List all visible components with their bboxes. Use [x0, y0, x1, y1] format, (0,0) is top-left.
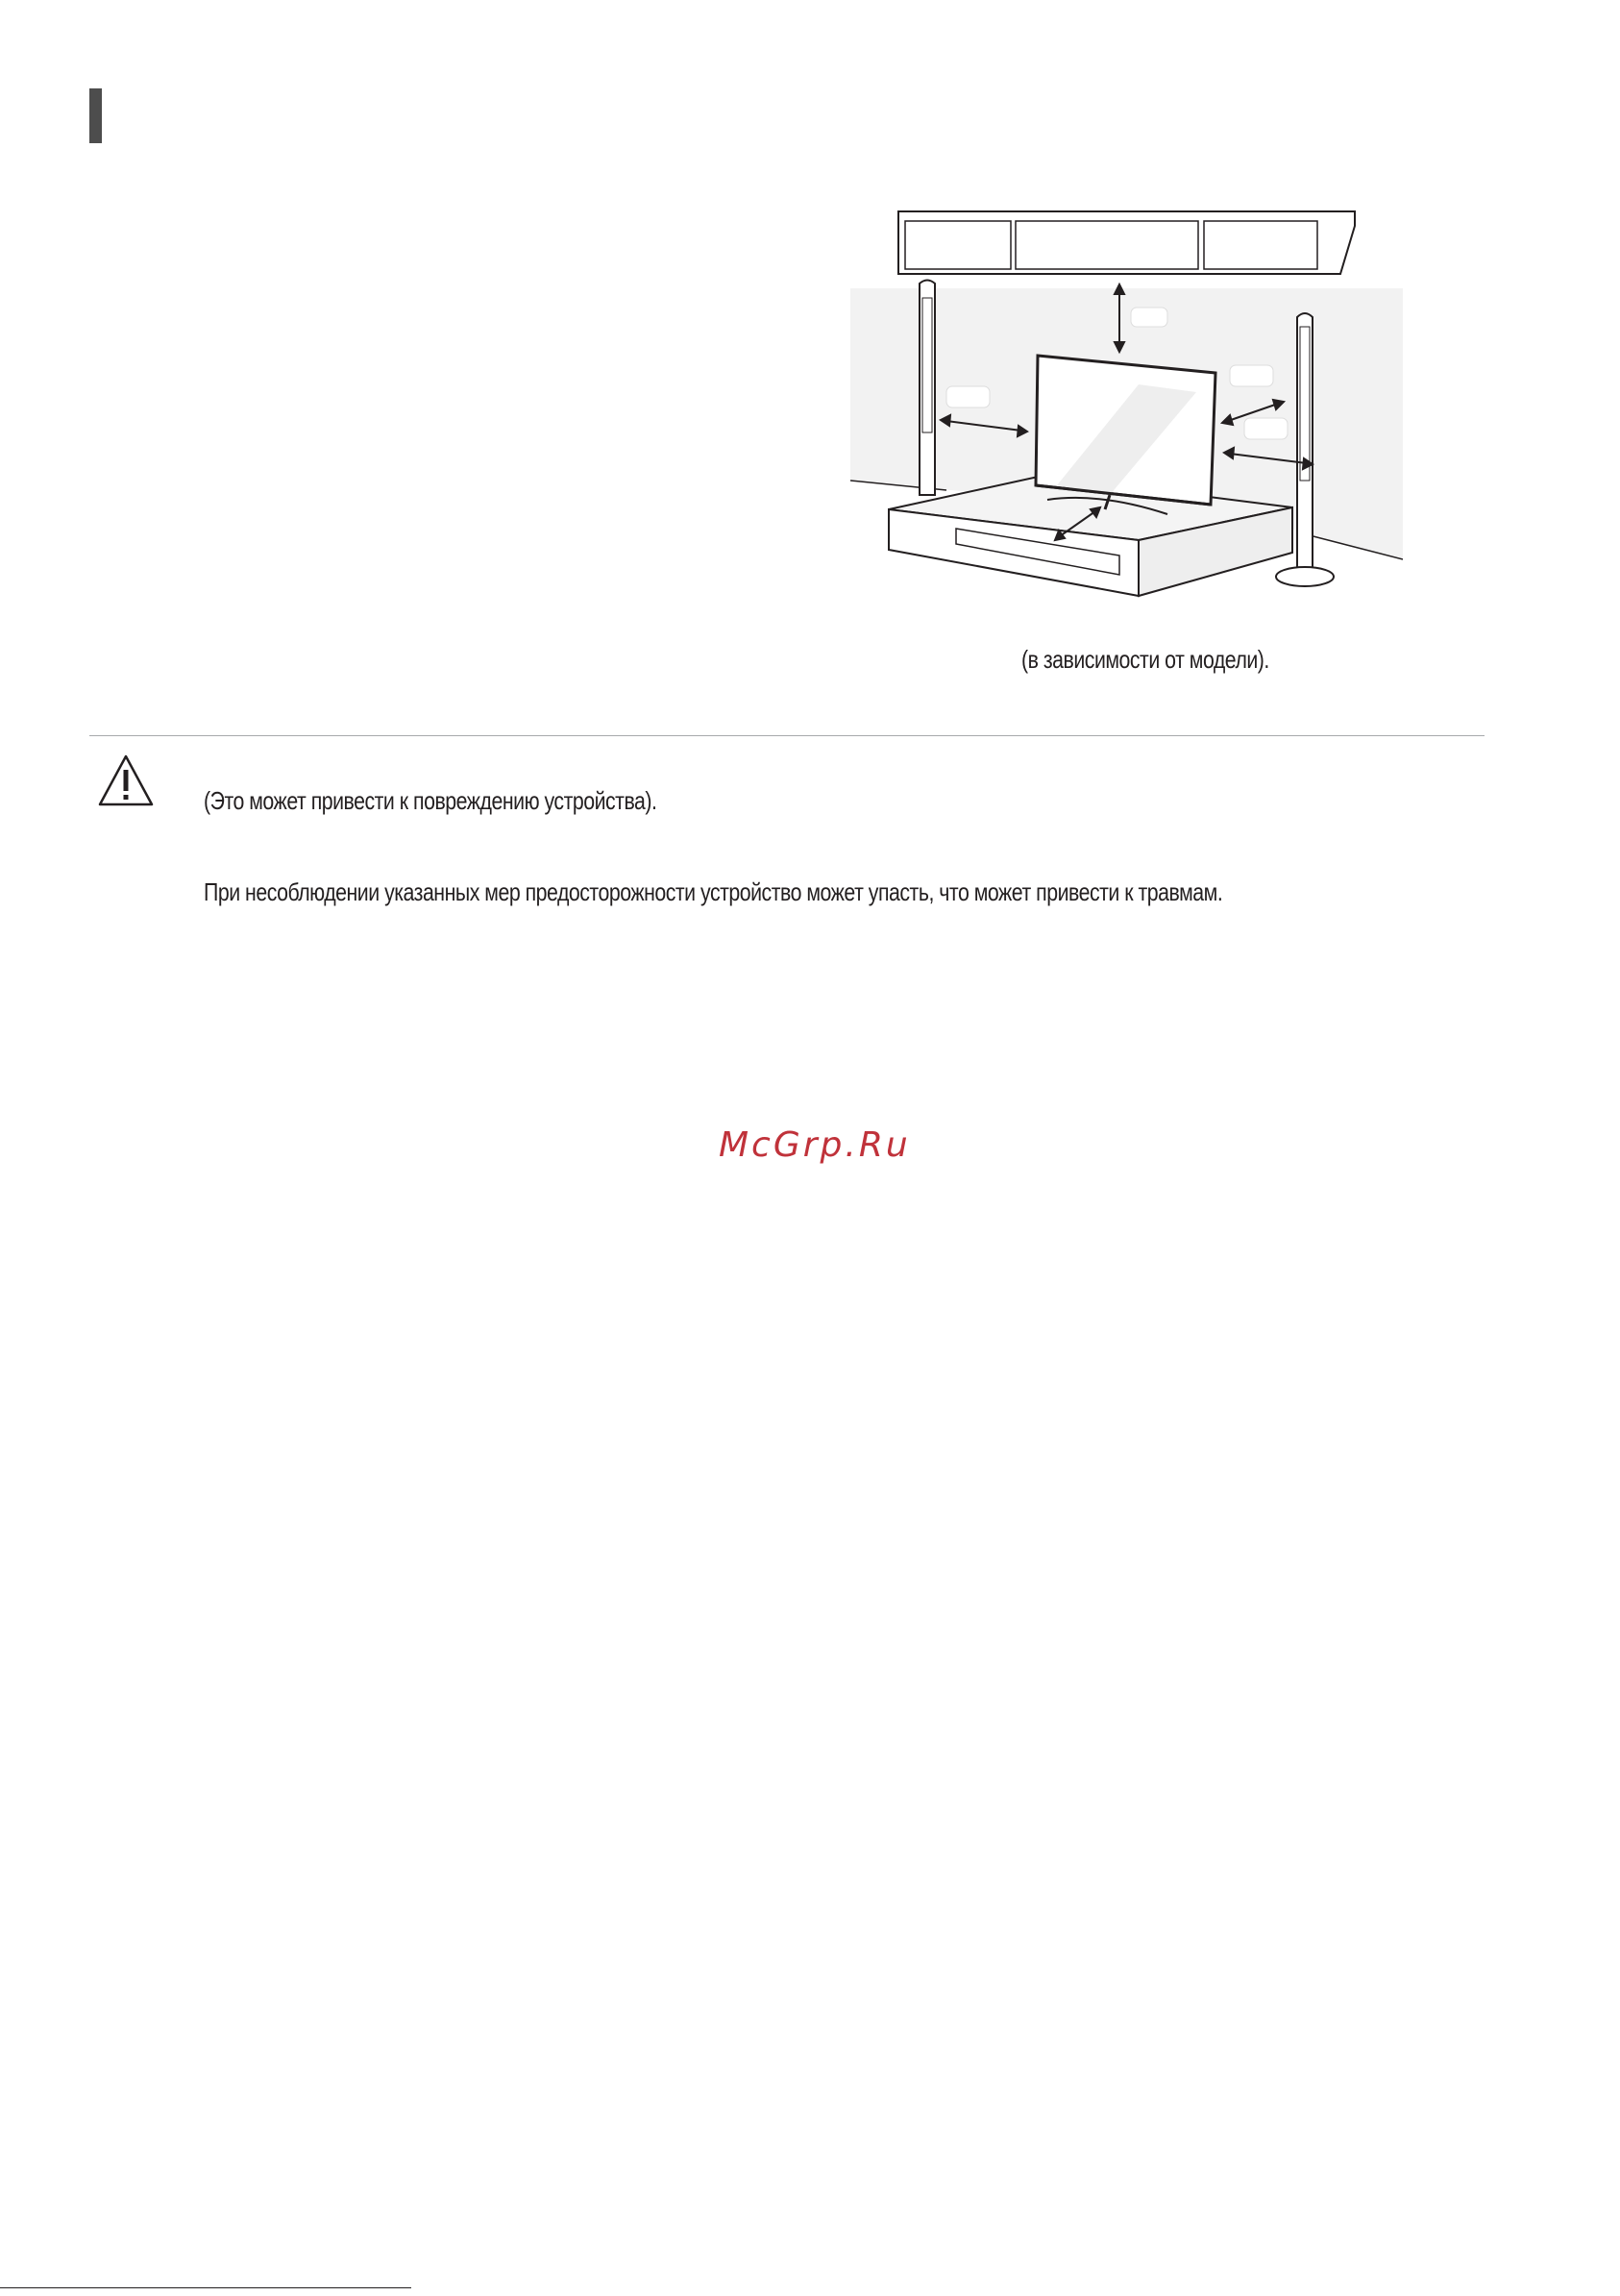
watermark-text: McGrp.Ru: [719, 1125, 911, 1165]
caution-triangle-icon: [97, 753, 155, 808]
caution-note-injury: При несоблюдении указанных мер предосторожности устройство может упасть, что может привести к травмам.: [204, 877, 1223, 906]
tv-installation-clearance-illustration: [850, 202, 1403, 605]
figure-caption: (в зависимости от модели).: [1021, 645, 1269, 674]
footer-rule: [0, 2287, 411, 2288]
wall-cabinet: [898, 211, 1355, 274]
section-marker-bar: [89, 88, 102, 143]
left-tower-speaker: [920, 281, 935, 496]
caution-note-damage: (Это может привести к повреждению устройства).: [204, 786, 657, 815]
section-divider: [89, 735, 1485, 736]
